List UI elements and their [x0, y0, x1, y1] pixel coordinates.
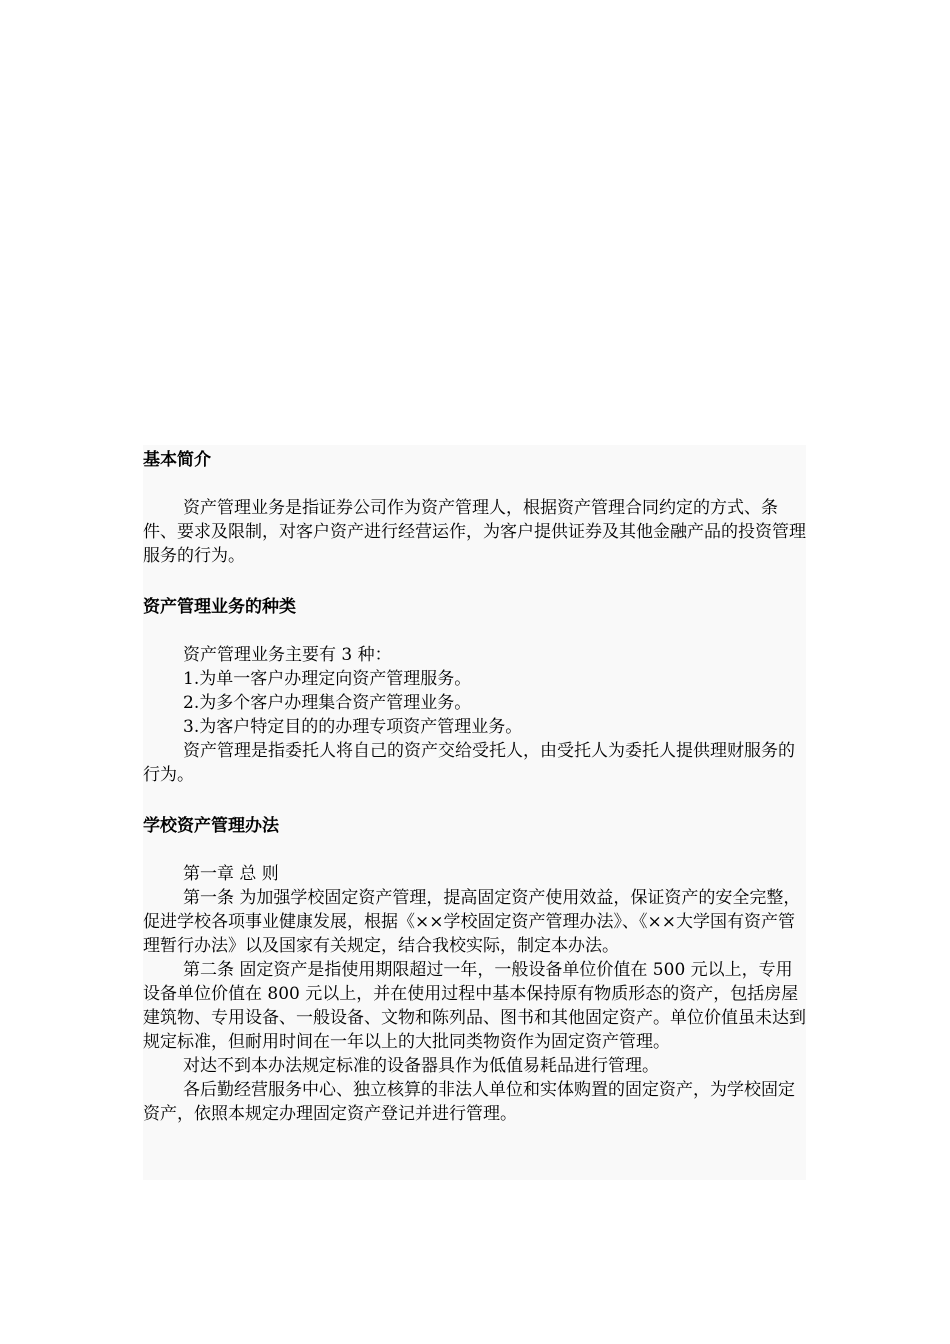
spacer — [143, 838, 806, 862]
paragraph: 第一条 为加强学校固定资产管理，提高固定资产使用效益，保证资产的安全完整，促进学校各项事业健康发展，根据《××学校固定资产管理办法》、《××大学国有资产管理暂行办法》以及国家有关规定，结合我校实际，制定本办法。 — [143, 888, 801, 956]
chapter-title: 第一章 总 则 — [183, 864, 279, 884]
list-item: 1.为单一客户办理定向资产管理服务。 — [183, 669, 472, 689]
paragraph: 资产管理是指委托人将自己的资产交给受托人，由受托人为委托人提供理财服务的行为。 — [143, 741, 795, 785]
document-body — [143, 445, 806, 1180]
paragraph: 对达不到本办法规定标准的设备器具作为低值易耗品进行管理。 — [183, 1056, 659, 1076]
spacer — [143, 472, 806, 496]
spacer — [143, 787, 806, 811]
spacer — [143, 619, 806, 643]
paragraph: 第二条 固定资产是指使用期限超过一年，一般设备单位价值在 500 元以上，专用设备单位价值在 800 元以上，并在使用过程中基本保持原有物质形态的资产，包括房屋建筑物、专用设备、一般设备、文物和陈列品、图书和其他固定资产。单位价值虽未达到规定标准，但耐用时间在一年以上的大批同类物资作为固定资产管理。 — [143, 960, 806, 1052]
section-heading: 资产管理业务的种类 — [143, 597, 296, 617]
spacer — [143, 568, 806, 592]
section-heading: 学校资产管理办法 — [143, 816, 279, 836]
paragraph: 资产管理业务主要有 3 种： — [183, 645, 392, 665]
section-heading: 基本简介 — [143, 450, 211, 470]
paragraph: 资产管理业务是指证券公司作为资产管理人，根据资产管理合同约定的方式、条件、要求及限制，对客户资产进行经营运作，为客户提供证券及其他金融产品的投资管理服务的行为。 — [143, 498, 806, 566]
list-item: 2.为多个客户办理集合资产管理业务。 — [183, 693, 472, 713]
list-item: 3.为客户特定目的的办理专项资产管理业务。 — [183, 717, 523, 737]
paragraph: 各后勤经营服务中心、独立核算的非法人单位和实体购置的固定资产，为学校固定资产，依照本规定办理固定资产登记并进行管理。 — [143, 1080, 795, 1124]
